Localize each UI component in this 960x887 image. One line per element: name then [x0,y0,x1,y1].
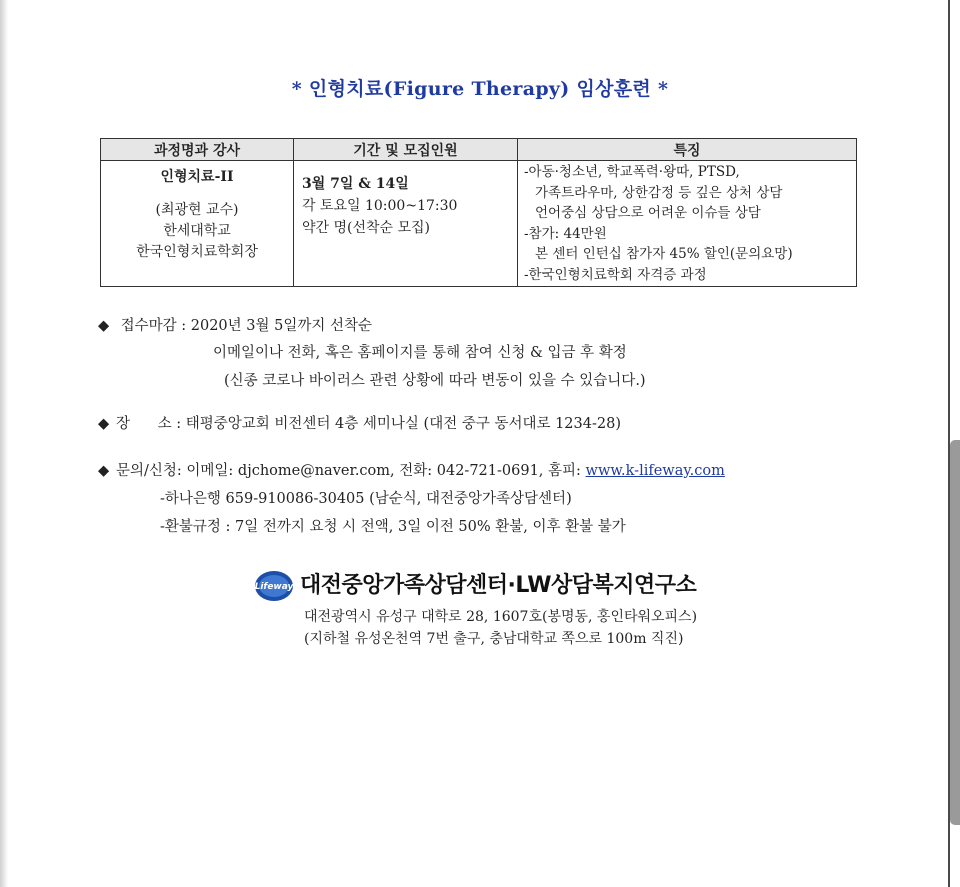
bank-account: -하나은행 659-910086-30405 (남순식, 대전중앙가족상담센터) [160,491,572,507]
svg-text:Lifeway: Lifeway [254,582,294,592]
feature-line: -한국인형치료학회 자격증 과정 [524,266,707,283]
instructor-affiliation: 한세대학교 [163,223,231,239]
deadline-note: 이메일이나 전화, 혹은 홈페이지를 통해 참여 신청 & 입금 후 확정 [213,345,627,361]
organization-address: 대전광역시 유성구 대학로 28, 1607호(봉명동, 홍인타워오피스) [304,609,698,625]
course-table [100,138,857,287]
header-course: 과정명과 강사 [101,139,294,161]
document-title: * 인형치료(Figure Therapy) 임상훈련 * [291,78,669,100]
course-dates: 3월 7일 & 14일 [302,176,409,192]
table-header-row [101,139,857,161]
contact-text: 문의/신청: 이메일: djchome@naver.com, 전화: 042-721-0691, 홈피: [116,463,586,479]
diamond-bullet-icon: ◆ [98,318,110,334]
header-period: 기간 및 모집인원 [294,139,518,161]
deadline-line [98,314,372,335]
location-text: 장 소 : 태평중앙교회 비전센터 4층 세미나실 (대전 중구 동서대로 1234-28) [116,416,621,432]
organization-directions: (지하철 유성온천역 7번 출구, 충남대학교 쪽으로 100m 직진) [304,631,684,647]
header-features: 특징 [518,139,857,161]
location-line [98,412,621,433]
feature-line: 본 센터 인턴십 참가자 45% 할인(문의요망) [535,246,793,262]
course-name: 인형치료-II [160,169,234,185]
diamond-bullet-icon: ◆ [98,463,110,479]
feature-line: -참가: 44만원 [524,225,607,242]
feature-line: 언어중심 상담으로 어려운 이슈들 상담 [535,205,761,221]
instructor-name: (최광현 교수) [155,202,239,218]
organization-name: 대전중앙가족상담센터·LW상담복지연구소 [300,573,697,598]
website-link[interactable]: www.k-lifeway.com [585,463,725,479]
course-cell [101,161,294,287]
feature-line: -아동·청소년, 학교폭력·왕따, PTSD, [524,164,740,180]
contact-line [98,459,725,480]
diamond-bullet-icon: ◆ [98,416,110,432]
course-capacity: 약간 명(선착순 모집) [302,220,431,236]
table-row [101,161,857,287]
features-cell [518,161,857,287]
instructor-title: 한국인형치료학회장 [136,244,258,260]
lifeway-logo [254,570,294,602]
refund-policy: -환불규정 : 7일 전까지 요청 시 전액, 3일 이전 50% 환불, 이후 환불 불가 [160,519,626,535]
deadline-text: 접수마감 : 2020년 3월 5일까지 선착순 [120,318,372,334]
course-time: 각 토요일 10:00~17:30 [302,198,458,214]
feature-line: 가족트라우마, 상한감정 등 깊은 상처 상담 [535,184,783,201]
period-cell [294,161,518,287]
scrollbar-thumb[interactable] [950,440,960,825]
deadline-notice: (신종 코로나 바이러스 관련 상황에 따라 변동이 있을 수 있습니다.) [224,373,646,389]
page-left-shadow [0,0,8,887]
